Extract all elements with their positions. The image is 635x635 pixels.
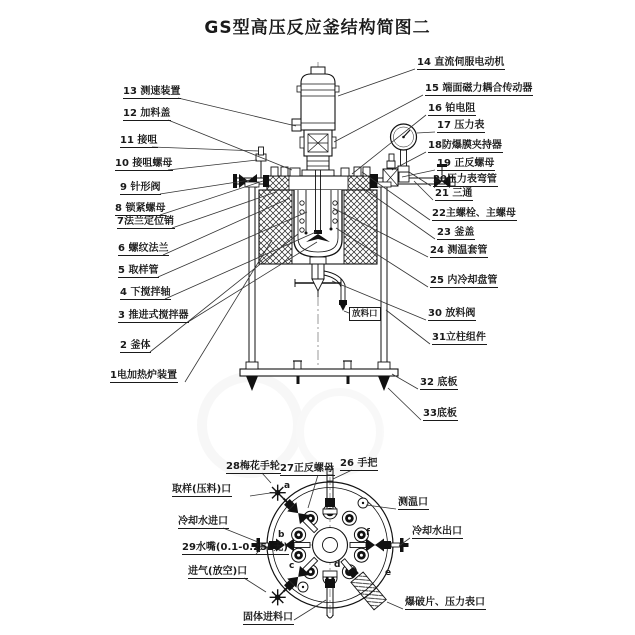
label-27-nut: 27正反螺母: [280, 463, 334, 474]
label-18-burst-disc-holder: 18防爆膜夹持器: [428, 140, 502, 151]
label-32-base-plate: 32 底板: [420, 377, 458, 388]
drawing-title: GS型高压反应釜结构简图二: [204, 18, 431, 38]
label-8-lock-nut: 8 锁紧螺母: [115, 203, 166, 214]
burst-disc-holder: [383, 154, 398, 186]
label-13-speed-device: 13 测速装置: [123, 86, 181, 97]
thermo-port-hole: [358, 498, 368, 508]
label-22-main-bolts: 22主螺栓、主螺母: [432, 208, 516, 219]
port-letter-d: d: [334, 560, 341, 570]
base-plate: [240, 361, 398, 391]
label-thermo-port: 测温口: [398, 497, 428, 508]
label-23-lid: 23 釜盖: [437, 227, 475, 238]
label-30-drain-valve: 30 放料阀: [428, 308, 476, 319]
label-5-sampling-tube: 5 取样管: [118, 265, 159, 276]
label-26-handle: 26 手把: [340, 458, 378, 469]
magnetic-coupling: [300, 130, 336, 176]
label-sampling-port: 取样(压料)口: [172, 484, 232, 495]
label-33-base-plate: 33底板: [423, 408, 457, 419]
label-9-needle-valve: 9 针形阀: [120, 182, 161, 193]
label-3-propeller-stirrer: 3 推进式搅拌器: [118, 310, 189, 321]
drain-port-box: 放料口: [349, 307, 381, 321]
label-19-nut: 19 正反螺母: [437, 158, 495, 169]
label-10-nozzle-nut: 10 接咀螺母: [115, 158, 173, 169]
port-letter-c: c: [289, 561, 295, 571]
label-11-nozzle: 11 接咀: [120, 135, 158, 146]
label-24-thermowell: 24 测温套管: [430, 245, 488, 256]
label-cooling-inlet: 冷却水进口: [178, 516, 228, 527]
label-25-cooling-coil: 25 内冷却盘管: [430, 275, 498, 286]
port-letter-b: b: [278, 530, 285, 540]
label-28-plum-handwheel: 28梅花手轮: [226, 461, 280, 472]
main-cross-section: [233, 62, 455, 391]
port-letter-a: a: [284, 481, 291, 491]
label-31-column-assembly: 31立柱组件: [432, 332, 486, 343]
label-cooling-outlet: 冷却水出口: [412, 526, 462, 537]
servo-motor: [297, 67, 339, 130]
anchor-foot: [246, 376, 258, 391]
label-6-threaded-flange: 6 螺纹法兰: [118, 243, 169, 254]
aux-port-hole: [298, 582, 308, 592]
label-12-feed-cover: 12 加料盖: [123, 108, 171, 119]
label-1-heating-furnace: 1电加热炉装置: [110, 370, 177, 381]
label-7-flange-pin: 7法兰定位销: [117, 216, 174, 227]
label-16-rtd: 16 铂电阻: [428, 103, 476, 114]
port-letter-f: f: [366, 528, 370, 538]
label-29-water-nipple: 29水嘴(0.1-0.25L无): [182, 542, 288, 553]
label-14-servo-motor: 14 直流伺服电动机: [417, 57, 505, 68]
label-21-tee: 21 三通: [435, 188, 473, 199]
label-solid-feed-port: 固体进料口: [243, 612, 293, 623]
label-burst-disc-port: 爆破片、压力表口: [405, 597, 485, 608]
label-20-gauge-bend-pipe: 20压力表弯管: [433, 174, 497, 185]
burst-disc-tab: [337, 555, 387, 610]
label-2-vessel-body: 2 釜体: [120, 340, 151, 351]
label-gas-inlet-port: 进气(放空)口: [188, 566, 248, 577]
port-letter-e: e: [385, 568, 392, 578]
label-17-pressure-gauge: 17 压力表: [437, 120, 485, 131]
label-4-lower-shaft: 4 下搅拌轴: [120, 287, 171, 298]
label-15-magnetic-coupling: 15 端面磁力耦合传动器: [425, 83, 533, 94]
